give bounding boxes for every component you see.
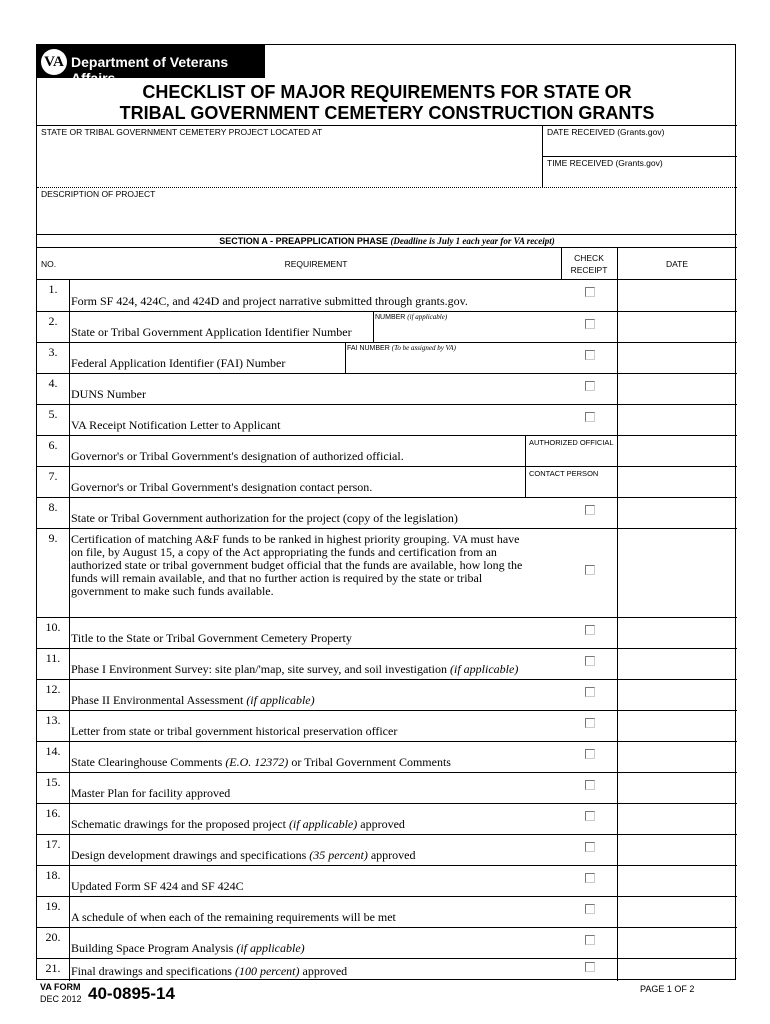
date-field[interactable] — [619, 773, 735, 802]
requirement-text: Schematic drawings for the proposed project (if applicable) approved — [71, 817, 405, 831]
col-date-header: DATE — [665, 259, 689, 269]
row-number: 1. — [48, 282, 58, 296]
row-number: 7. — [48, 469, 58, 483]
section-a-title: SECTION A - PREAPPLICATION PHASE — [219, 236, 388, 246]
date-field[interactable] — [619, 467, 735, 496]
requirement-text: Letter from state or tribal government historical preservation officer — [71, 724, 398, 738]
date-field[interactable] — [619, 897, 735, 926]
date-field[interactable] — [619, 649, 735, 678]
date-field[interactable] — [619, 680, 735, 709]
check-receipt-checkbox[interactable] — [585, 319, 595, 329]
row-number: 4. — [48, 376, 58, 390]
row-number: 14. — [45, 744, 61, 758]
col-check-header-line1: CHECK — [574, 253, 604, 263]
date-field[interactable] — [619, 618, 735, 647]
check-receipt-checkbox[interactable] — [585, 625, 595, 635]
col-requirement-header: REQUIREMENT — [284, 259, 348, 269]
requirement-text: Governor's or Tribal Government's designation contact person. — [71, 480, 373, 494]
row-number: 13. — [45, 713, 61, 727]
requirement-text-line: government to make such funds available. — [71, 584, 274, 598]
authorized-official-label: AUTHORIZED OFFICIAL — [529, 438, 614, 447]
requirement-text: A schedule of when each of the remaining requirements will be met — [71, 910, 396, 924]
description-field[interactable] — [38, 200, 735, 233]
requirement-text: Updated Form SF 424 and SF 424C — [71, 879, 244, 893]
check-receipt-checkbox[interactable] — [585, 935, 595, 945]
fai-number-label: FAI NUMBER (To be assigned by VA) — [347, 344, 456, 352]
fai-number-field[interactable] — [347, 354, 560, 372]
row-number: 9. — [48, 531, 58, 545]
row-number: 3. — [48, 345, 58, 359]
date-field[interactable] — [619, 742, 735, 771]
requirement-text-line: authorized state or tribal government budget official that the funds are available, how long the — [71, 558, 523, 572]
form-number: 40-0895-14 — [88, 984, 175, 1003]
row-number: 12. — [45, 682, 61, 696]
requirement-text-line: Certification of matching A&F funds to be ranked in highest priority grouping. VA must have — [71, 532, 520, 546]
requirement-text-line: funds will remain available, and that no further action is required by the state or tribal — [71, 571, 483, 585]
row-number: 20. — [45, 930, 61, 944]
project-location-label: STATE OR TRIBAL GOVERNMENT CEMETERY PROJECT LOCATED AT — [41, 127, 323, 137]
check-receipt-checkbox[interactable] — [585, 565, 595, 575]
requirement-text-line: on file, by August 15, a copy of the Act appropriating the funds and certification from an — [71, 545, 497, 559]
check-receipt-checkbox[interactable] — [585, 780, 595, 790]
requirement-text: Governor's or Tribal Government's designation of authorized official. — [71, 449, 404, 463]
requirement-text: State or Tribal Government authorization for the project (copy of the legislation) — [71, 511, 458, 525]
requirement-text: Phase II Environmental Assessment (if applicable) — [71, 693, 315, 707]
checklist-form — [36, 44, 736, 980]
description-label: DESCRIPTION OF PROJECT — [41, 189, 156, 199]
row-number: 2. — [48, 314, 58, 328]
row-number: 19. — [45, 899, 61, 913]
row-number: 8. — [48, 500, 58, 514]
row-number: 16. — [45, 806, 61, 820]
date-field[interactable] — [619, 343, 735, 372]
va-header-bar — [37, 45, 265, 86]
requirement-text: Final drawings and specifications (100 percent) approved — [71, 964, 348, 978]
check-receipt-checkbox[interactable] — [585, 842, 595, 852]
requirement-text: Federal Application Identifier (FAI) Number — [71, 356, 286, 370]
check-receipt-checkbox[interactable] — [585, 718, 595, 728]
section-a-heading — [37, 236, 737, 246]
date-field[interactable] — [619, 436, 735, 465]
time-received-field[interactable] — [544, 168, 734, 186]
check-receipt-checkbox[interactable] — [585, 412, 595, 422]
check-receipt-checkbox[interactable] — [585, 873, 595, 883]
date-received-field[interactable] — [544, 137, 734, 155]
date-field[interactable] — [619, 835, 735, 864]
date-field[interactable] — [619, 959, 735, 980]
form-date: DEC 2012 — [40, 994, 82, 1004]
col-check-header-line2: RECEIPT — [570, 265, 608, 275]
date-field[interactable] — [619, 928, 735, 957]
date-field[interactable] — [619, 529, 735, 616]
date-field[interactable] — [619, 405, 735, 434]
form-title-line1: CHECKLIST OF MAJOR REQUIREMENTS FOR STATE OR — [142, 82, 632, 102]
date-field[interactable] — [619, 374, 735, 403]
check-receipt-checkbox[interactable] — [585, 904, 595, 914]
contact-person-label: CONTACT PERSON — [529, 469, 599, 478]
row-number: 11. — [45, 651, 61, 665]
check-receipt-checkbox[interactable] — [585, 811, 595, 821]
requirement-text: VA Receipt Notification Letter to Applicant — [71, 418, 281, 432]
date-field[interactable] — [619, 498, 735, 527]
number-label: NUMBER (if applicable) — [375, 313, 448, 321]
va-form-label: VA FORM — [40, 982, 81, 992]
date-field[interactable] — [619, 280, 735, 310]
requirement-text: State or Tribal Government Application Identifier Number — [71, 325, 352, 339]
page-number: PAGE 1 OF 2 — [640, 984, 695, 994]
number-field[interactable] — [375, 323, 560, 341]
requirement-text: Building Space Program Analysis (if applicable) — [71, 941, 305, 955]
requirement-text: Master Plan for facility approved — [71, 786, 231, 800]
date-received-label: DATE RECEIVED (Grants.gov) — [547, 127, 665, 137]
check-receipt-checkbox[interactable] — [585, 287, 595, 297]
date-field[interactable] — [619, 804, 735, 833]
check-receipt-checkbox[interactable] — [585, 749, 595, 759]
check-receipt-checkbox[interactable] — [585, 350, 595, 360]
project-location-field[interactable] — [38, 137, 540, 186]
requirement-text: Title to the State or Tribal Government Cemetery Property — [71, 631, 352, 645]
requirement-text: State Clearinghouse Comments (E.O. 12372) or Tribal Government Comments — [71, 755, 451, 769]
col-no-header: NO. — [41, 259, 57, 269]
va-logo-icon: VA — [41, 49, 67, 75]
date-field[interactable] — [619, 312, 735, 341]
time-received-label: TIME RECEIVED (Grants.gov) — [547, 158, 663, 168]
row-number: 21. — [45, 961, 61, 975]
requirement-text: Phase I Environment Survey: site plan/'map, site survey, and soil investigation (if applicable) — [71, 662, 519, 676]
row-number: 15. — [45, 775, 61, 789]
requirement-text: DUNS Number — [71, 387, 146, 401]
check-receipt-checkbox[interactable] — [585, 381, 595, 391]
check-receipt-checkbox[interactable] — [585, 687, 595, 697]
row-number: 6. — [48, 438, 58, 452]
row-number: 5. — [48, 407, 58, 421]
department-name: Department of Veterans Affairs — [71, 54, 229, 86]
row-number: 10. — [45, 620, 61, 634]
check-receipt-checkbox[interactable] — [585, 656, 595, 666]
date-field[interactable] — [619, 866, 735, 895]
form-title-line2: TRIBAL GOVERNMENT CEMETERY CONSTRUCTION GRANTS — [119, 103, 655, 123]
check-receipt-checkbox[interactable] — [585, 505, 595, 515]
row-number: 18. — [45, 868, 61, 882]
requirement-text: Design development drawings and specifications (35 percent) approved — [71, 848, 416, 862]
requirement-text: Form SF 424, 424C, and 424D and project narrative submitted through grants.gov. — [71, 294, 468, 308]
check-receipt-checkbox[interactable] — [585, 962, 595, 972]
row-number: 17. — [45, 837, 61, 851]
section-a-deadline: (Deadline is July 1 each year for VA receipt) — [390, 236, 555, 246]
date-field[interactable] — [619, 711, 735, 740]
